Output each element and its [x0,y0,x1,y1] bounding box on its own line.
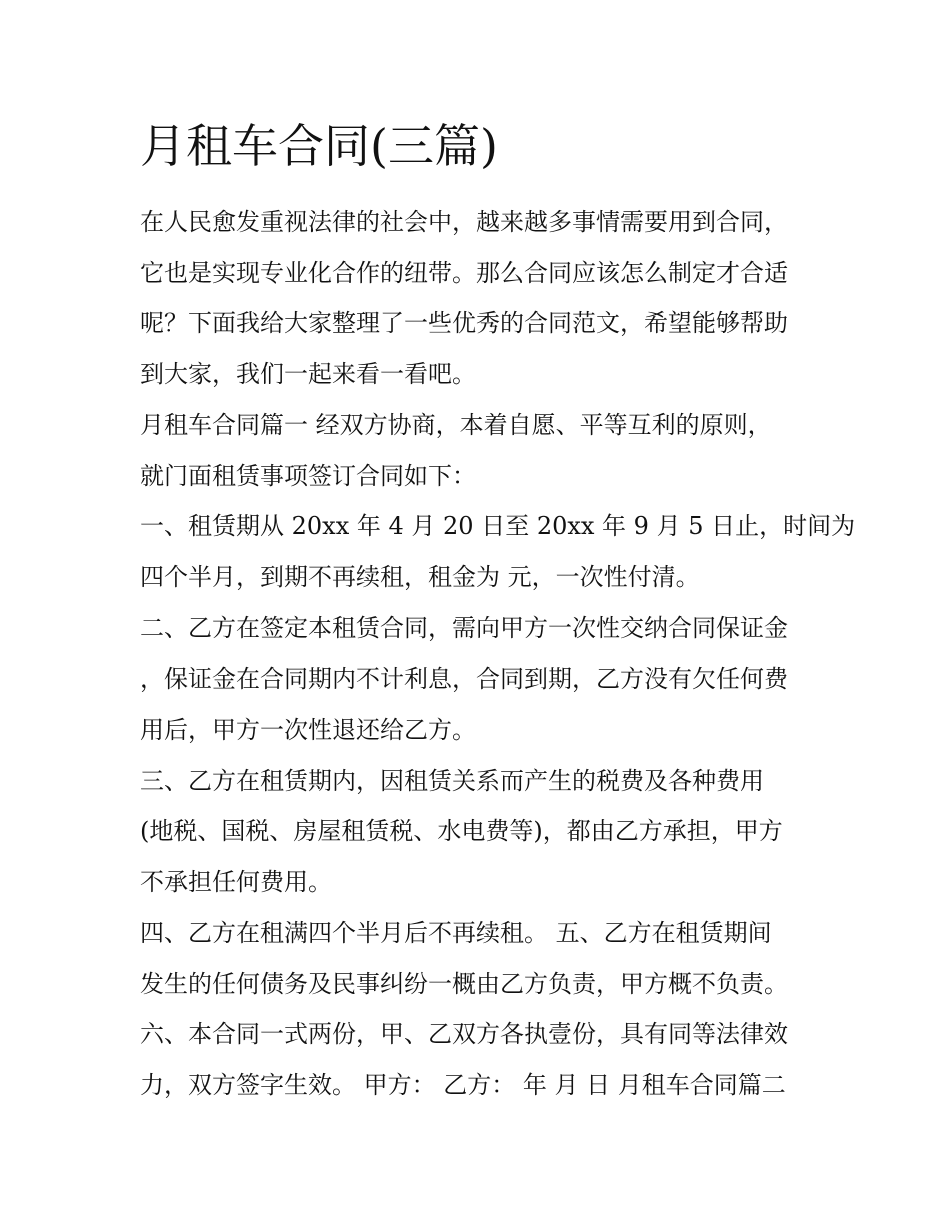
body-line: 一、租赁期从 20xx 年 4 月 20 日至 20xx 年 9 月 5 日止，时间为 [140,512,856,540]
body-line: ，保证金在合同期内不计利息，合同到期，乙方没有欠任何费 [140,665,788,693]
body-line: 四、乙方在租满四个半月后不再续租。 五、乙方在租赁期间 [140,919,772,947]
body-line: (地税、国税、房屋租赁税、水电费等)，都由乙方承担，甲方 [140,817,783,845]
body-line: 它也是实现专业化合作的纽带。那么合同应该怎么制定才合适 [140,259,788,287]
body-line: 二、乙方在签定本租赁合同，需向甲方一次性交纳合同保证金 [140,614,788,642]
body-line: 不承担任何费用。 [140,868,332,896]
body-line: 在人民愈发重视法律的社会中，越来越多事情需要用到合同， [140,208,788,236]
body-line: 六、本合同一式两份，甲、乙双方各执壹份，具有同等法律效 [140,1020,788,1048]
body-line: 就门面租赁事项签订合同如下： [140,462,476,490]
body-line: 用后，甲方一次性退还给乙方。 [140,716,476,744]
document-title: 月租车合同(三篇) [140,119,498,173]
body-line: 三、乙方在租赁期内，因租赁关系而产生的税费及各种费用 [140,767,764,795]
body-line: 发生的任何债务及民事纠纷一概由乙方负责，甲方概不负责。 [140,970,788,998]
body-line: 四个半月，到期不再续租，租金为 元，一次性付清。 [140,563,700,591]
body-line: 力，双方签字生效。 甲方： 乙方： 年 月 日 月租车合同篇二 [140,1071,786,1099]
body-line: 呢？下面我给大家整理了一些优秀的合同范文，希望能够帮助 [140,309,788,337]
body-line: 到大家，我们一起来看一看吧。 [140,360,476,388]
body-line: 月租车合同篇一 经双方协商，本着自愿、平等互利的原则， [140,411,772,439]
